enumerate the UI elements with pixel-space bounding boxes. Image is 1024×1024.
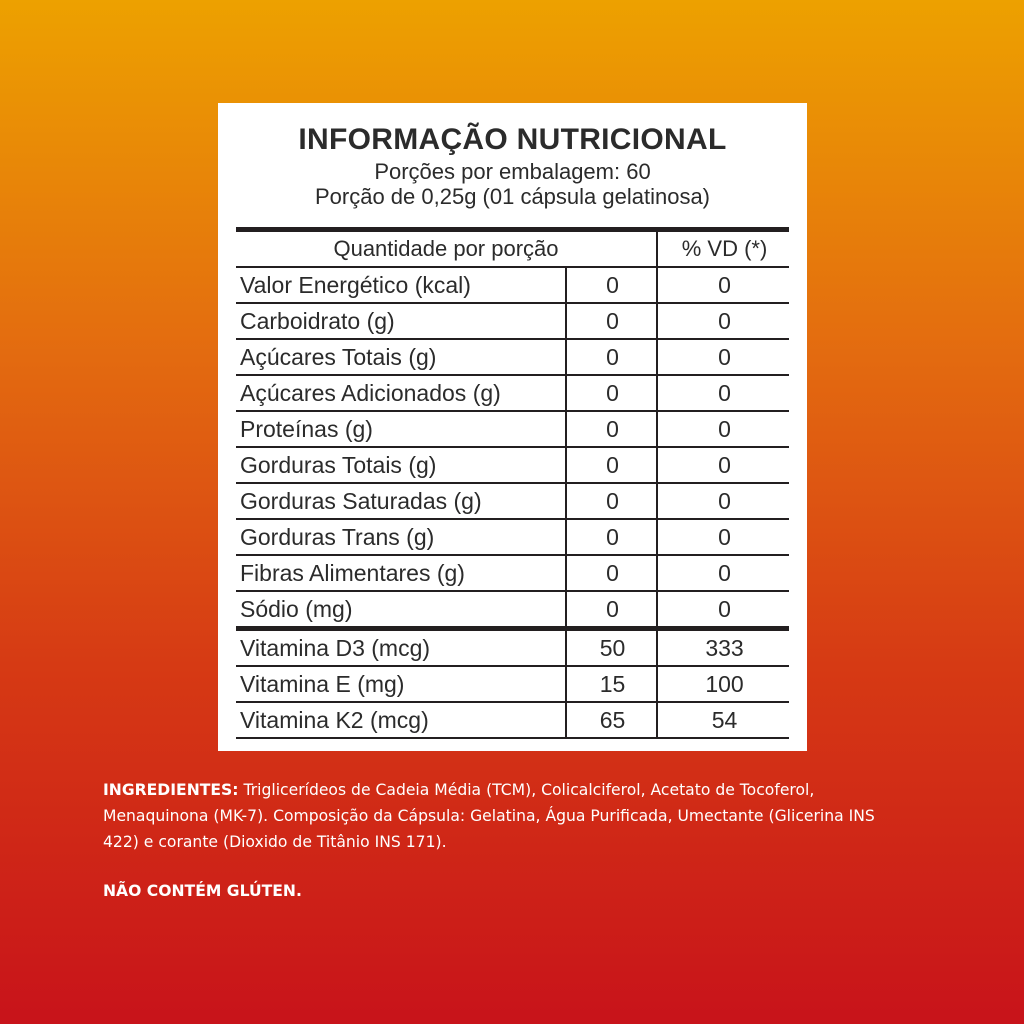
nutrient-quantity: 0 <box>565 592 658 626</box>
nutrition-title: INFORMAÇÃO NUTRICIONAL <box>298 123 727 156</box>
nutrient-quantity: 0 <box>565 304 658 338</box>
nutrient-quantity: 0 <box>565 376 658 410</box>
nutrient-name: Carboidrato (g) <box>240 308 395 334</box>
nutrient-quantity: 0 <box>565 448 658 482</box>
nutrient-name: Açúcares Adicionados (g) <box>240 380 501 406</box>
table-row <box>236 268 789 304</box>
nutrient-name: Gorduras Trans (g) <box>240 524 435 550</box>
header-vd: % VD (*) <box>656 232 791 266</box>
nutrient-name: Gorduras Saturadas (g) <box>240 488 482 514</box>
nutrient-name: Sódio (mg) <box>240 596 353 622</box>
vitamin-vd: 100 <box>656 667 791 701</box>
table-row <box>236 703 789 739</box>
vitamin-vd: 333 <box>656 631 791 665</box>
nutrient-vd: 0 <box>656 412 791 446</box>
nutrition-table <box>236 227 789 739</box>
table-row <box>236 631 789 667</box>
nutrient-vd: 0 <box>656 304 791 338</box>
ingredients-list: Triglicerídeos de Cadeia Média (TCM), Colicalciferol, Acetato de Tocoferol, Menaquinona (MK-7). Composição da Cápsula: Gelatina, Água Purificada, Umectante (Glicerina INS 422) e corante (Dioxido de Titânio INS 171). <box>103 781 875 851</box>
nutrient-vd: 0 <box>656 448 791 482</box>
serving-size: Porção de 0,25g (01 cápsula gelatinosa) <box>314 184 711 209</box>
nutrient-name: Valor Energético (kcal) <box>240 272 471 298</box>
vitamin-quantity: 50 <box>565 631 658 665</box>
nutrient-vd: 0 <box>656 556 791 590</box>
table-row <box>236 376 789 412</box>
vitamin-quantity: 65 <box>565 703 658 737</box>
vitamin-name: Vitamina D3 (mcg) <box>240 635 431 661</box>
nutrient-name: Açúcares Totais (g) <box>240 344 437 370</box>
ingredients-label: INGREDIENTES: <box>103 781 239 799</box>
nutrient-quantity: 0 <box>565 412 658 446</box>
nutrient-quantity: 0 <box>565 484 658 518</box>
ingredients-text <box>103 777 903 855</box>
vitamin-quantity: 15 <box>565 667 658 701</box>
vitamin-vd: 54 <box>656 703 791 737</box>
nutrient-vd: 0 <box>656 376 791 410</box>
gluten-notice: NÃO CONTÉM GLÚTEN. <box>103 882 302 900</box>
nutrient-vd: 0 <box>656 268 791 302</box>
table-row <box>236 448 789 484</box>
table-row <box>236 484 789 520</box>
nutrient-quantity: 0 <box>565 268 658 302</box>
nutrition-facts-panel <box>218 103 807 751</box>
table-row <box>236 667 789 703</box>
nutrient-vd: 0 <box>656 340 791 374</box>
table-row <box>236 412 789 448</box>
vitamin-name: Vitamina K2 (mcg) <box>240 707 429 733</box>
nutrient-quantity: 0 <box>565 520 658 554</box>
header-quantity: Quantidade por porção <box>333 236 559 261</box>
nutrient-name: Gorduras Totais (g) <box>240 452 437 478</box>
vitamin-name: Vitamina E (mg) <box>240 671 405 697</box>
nutrient-name: Fibras Alimentares (g) <box>240 560 465 586</box>
table-row <box>236 592 789 626</box>
table-header-row <box>236 232 789 268</box>
nutrient-quantity: 0 <box>565 556 658 590</box>
table-row <box>236 556 789 592</box>
table-row <box>236 340 789 376</box>
table-row <box>236 520 789 556</box>
nutrient-name: Proteínas (g) <box>240 416 373 442</box>
nutrient-vd: 0 <box>656 520 791 554</box>
table-row <box>236 304 789 340</box>
nutrient-vd: 0 <box>656 592 791 626</box>
nutrient-quantity: 0 <box>565 340 658 374</box>
nutrient-vd: 0 <box>656 484 791 518</box>
servings-per-package: Porções por embalagem: 60 <box>374 159 651 184</box>
